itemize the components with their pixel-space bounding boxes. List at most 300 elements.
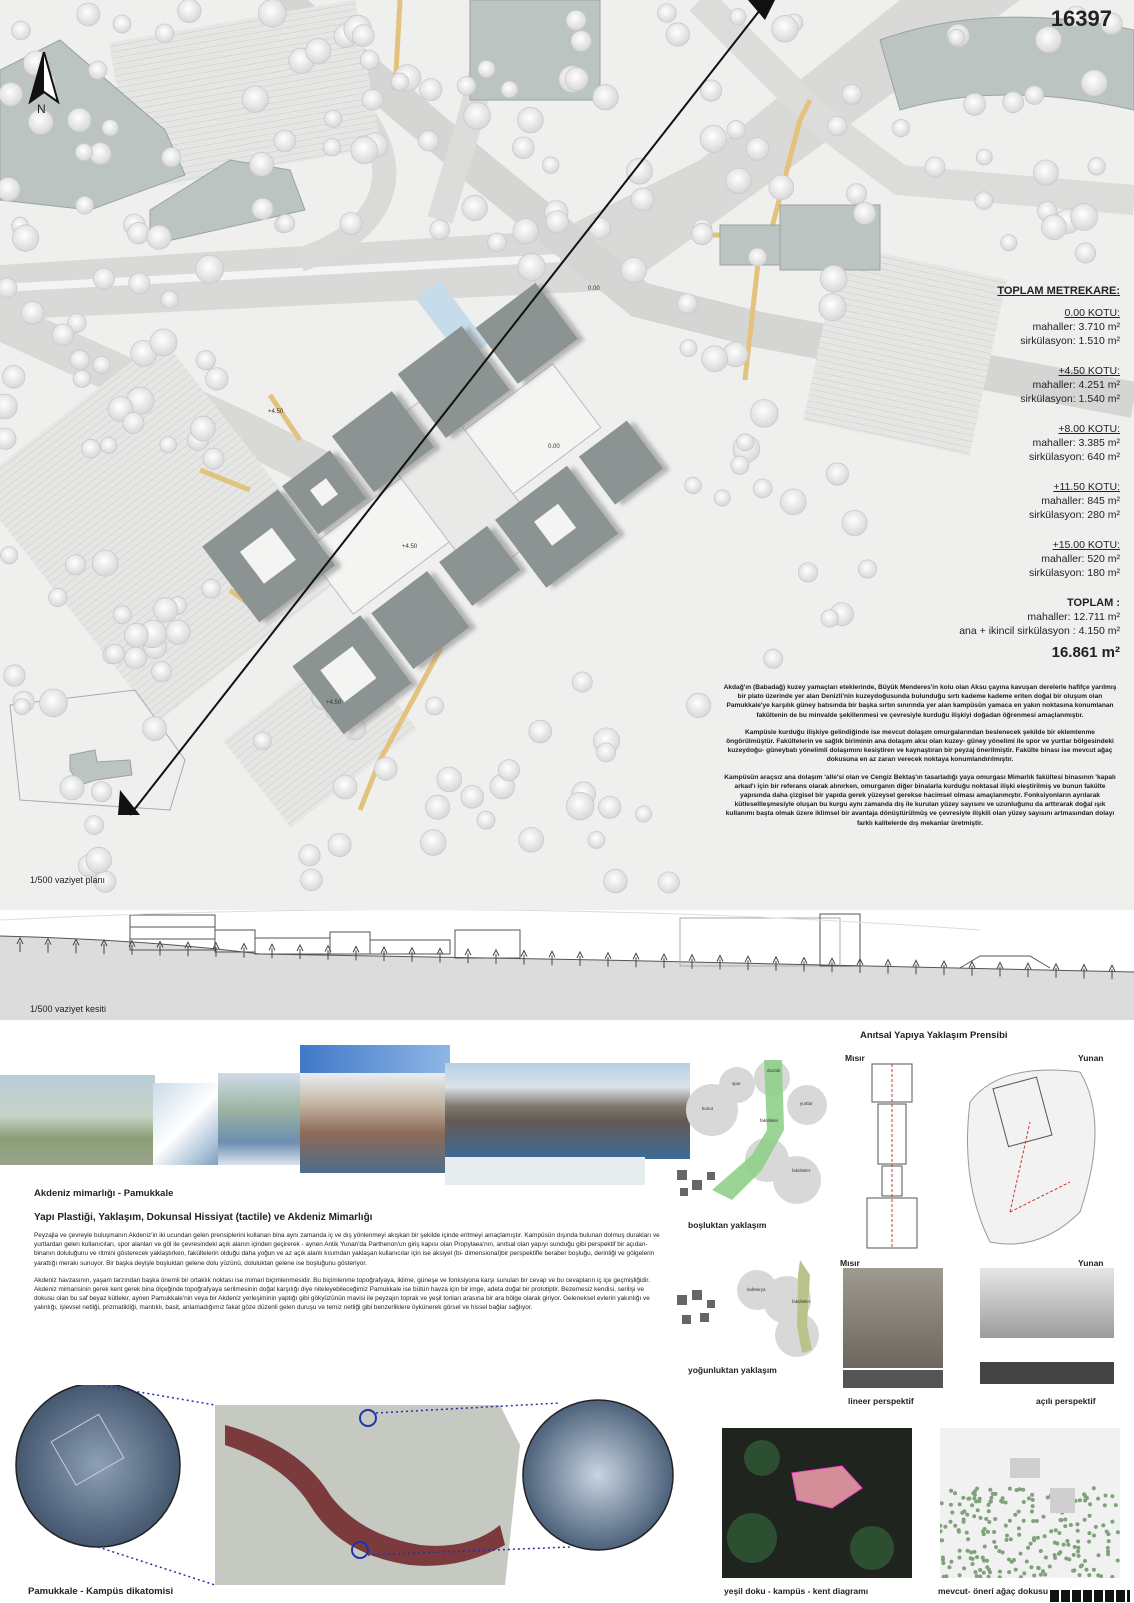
photo-coast bbox=[445, 1063, 690, 1159]
tree-dot-icon bbox=[957, 1528, 961, 1532]
tree-icon bbox=[93, 268, 114, 289]
tree-icon bbox=[2, 366, 25, 389]
tree-dot-icon bbox=[1104, 1494, 1108, 1498]
area-total-mahaller: mahaller: 12.711 m² bbox=[1027, 611, 1120, 623]
tree-icon bbox=[333, 775, 357, 799]
tree-icon bbox=[340, 213, 362, 235]
tree-icon bbox=[828, 116, 847, 135]
tree-dot-icon bbox=[992, 1540, 996, 1544]
tree-icon bbox=[360, 51, 379, 70]
tree-dot-icon bbox=[989, 1496, 993, 1500]
tree-dot-icon bbox=[1058, 1550, 1062, 1554]
tree-icon bbox=[1025, 86, 1044, 105]
tree-icon bbox=[129, 273, 150, 294]
tree-icon bbox=[892, 119, 909, 136]
tree-dot-icon bbox=[998, 1575, 1002, 1578]
tree-dot-icon bbox=[1018, 1487, 1022, 1491]
tree-icon bbox=[975, 192, 993, 210]
tree-icon bbox=[75, 144, 92, 161]
tree-dot-icon bbox=[984, 1517, 988, 1521]
tree-icon bbox=[14, 699, 30, 715]
egypt-plan bbox=[862, 1062, 942, 1252]
tree-icon bbox=[542, 157, 559, 174]
tree-icon bbox=[362, 89, 383, 110]
tree-dot-icon bbox=[1017, 1533, 1021, 1537]
tree-dot-icon bbox=[953, 1491, 957, 1495]
tree-dot-icon bbox=[1076, 1539, 1080, 1543]
essay-body bbox=[34, 1231, 660, 1313]
bubble-label: fakülteler bbox=[760, 1118, 779, 1123]
tree-dot-icon bbox=[1075, 1522, 1079, 1526]
tree-dot-icon bbox=[979, 1516, 983, 1520]
tree-icon bbox=[277, 214, 295, 232]
green-diagram-caption: yeşil doku - kampüs - kent diagramı bbox=[724, 1586, 869, 1596]
tree-icon bbox=[546, 211, 569, 234]
tree-dot-icon bbox=[1087, 1540, 1091, 1544]
approach-title: Anıtsal Yapıya Yaklaşım Prensibi bbox=[860, 1030, 1008, 1041]
essay bbox=[34, 1212, 660, 1321]
tree-dot-icon bbox=[973, 1550, 977, 1554]
tree-icon bbox=[477, 811, 495, 829]
tree-icon bbox=[202, 579, 221, 598]
tree-icon bbox=[593, 85, 618, 110]
tree-icon bbox=[685, 477, 702, 494]
tree-dot-icon bbox=[940, 1529, 943, 1533]
tree-icon bbox=[842, 84, 862, 104]
tree-dot-icon bbox=[970, 1503, 974, 1507]
tree-dot-icon bbox=[1029, 1542, 1033, 1546]
tree-icon bbox=[191, 416, 216, 441]
tree-icon bbox=[196, 351, 215, 370]
area-level-title: +8.00 KOTU: bbox=[1058, 423, 1120, 435]
tree-icon bbox=[798, 563, 817, 582]
tree-icon bbox=[86, 847, 112, 873]
tree-dot-icon bbox=[1021, 1488, 1025, 1492]
bubble-label: konut bbox=[702, 1106, 714, 1111]
tree-icon bbox=[1033, 160, 1058, 185]
tree-dot-icon bbox=[1005, 1538, 1009, 1542]
area-level bbox=[890, 306, 1120, 348]
bubble-label: yurtlar bbox=[800, 1101, 813, 1106]
tree-dot-icon bbox=[1036, 1566, 1040, 1570]
tree-dot-icon bbox=[1039, 1549, 1043, 1553]
tree-dot-icon bbox=[958, 1549, 962, 1553]
tree-icon bbox=[301, 869, 323, 891]
greek-label: Yunan bbox=[1078, 1053, 1104, 1063]
site-section bbox=[0, 910, 1134, 1020]
tree-icon bbox=[162, 148, 181, 167]
tree-icon bbox=[571, 31, 592, 52]
tree-icon bbox=[4, 665, 25, 686]
tree-icon bbox=[420, 79, 442, 101]
tree-dot-icon bbox=[975, 1574, 979, 1578]
area-table bbox=[890, 284, 1120, 660]
tree-icon bbox=[714, 490, 730, 506]
tree-dot-icon bbox=[966, 1537, 970, 1541]
tree-dot-icon bbox=[976, 1508, 980, 1512]
tree-dot-icon bbox=[1064, 1557, 1068, 1561]
tree-icon bbox=[753, 479, 772, 498]
tree-icon bbox=[464, 102, 491, 129]
area-level-title: +11.50 KOTU: bbox=[1053, 481, 1120, 493]
tree-icon bbox=[498, 760, 519, 781]
tree-dot-icon bbox=[965, 1513, 969, 1517]
tree-dot-icon bbox=[1054, 1528, 1058, 1532]
photo-santorini-cliff bbox=[300, 1073, 460, 1173]
tree-dot-icon bbox=[1083, 1499, 1087, 1503]
tree-icon bbox=[151, 662, 171, 682]
tree-icon bbox=[726, 168, 751, 193]
tree-icon bbox=[299, 845, 320, 866]
tree-dot-icon bbox=[1035, 1519, 1039, 1523]
tree-icon bbox=[677, 294, 697, 314]
level-tag: +4.50 bbox=[326, 700, 342, 706]
photo-travertine bbox=[153, 1083, 218, 1165]
void-approach-diagram bbox=[672, 1060, 832, 1215]
tree-icon bbox=[52, 324, 74, 346]
tree-dot-icon bbox=[1031, 1498, 1035, 1502]
tree-icon bbox=[113, 15, 131, 33]
tree-icon bbox=[462, 195, 487, 220]
linear-perspective-bar bbox=[843, 1370, 943, 1388]
tree-icon bbox=[324, 110, 341, 127]
tree-dot-icon bbox=[949, 1560, 953, 1564]
tree-dot-icon bbox=[978, 1575, 982, 1578]
tree-icon bbox=[91, 782, 111, 802]
tree-dot-icon bbox=[974, 1570, 978, 1574]
tree-dot-icon bbox=[1032, 1538, 1036, 1542]
tree-icon bbox=[461, 785, 484, 808]
egypt-label: Mısır bbox=[845, 1053, 865, 1063]
tree-icon bbox=[105, 644, 124, 663]
tree-icon bbox=[842, 510, 867, 535]
bubble-label: fakülteler bbox=[792, 1168, 811, 1173]
tree-icon bbox=[123, 412, 144, 433]
tree-icon bbox=[128, 222, 150, 244]
description-paragraph: Kampüsün araçsız ana dolaşım 'alle'si olan ve Cengiz Bektaş'ın tasarladığı yaya omurgası Mimarlık fakültesi binasının 'kapalı arkad'ı için bir referans olarak alınırken, omurganın diğer binalarla kurduğu noktasal ilişki eleştirilmiş ve bunun fakülte yapısında daha çizgisel bir yapıda gerek yüzeysel gerekse hacimsel olması amaçlanmıştır. Fonksiyonların ayrılarak kütlesellleşmesiyle oluşan bu kurgu aynı zamanda dış ile kurulan yüzey sayısını ve uzunluğunu da arttırarak doğal ışık kullanımı başta olmak üzere iklimsel bir avantaja dönüştürülmüş ve çevresiyle ilişkili olan yüzey sayısını artmasından dolayı farklı kalitelerde dış mekanlar üretmiştir. bbox=[724, 773, 1116, 827]
tree-dot-icon bbox=[1059, 1518, 1063, 1522]
tree-dot-icon bbox=[947, 1565, 951, 1569]
tree-icon bbox=[124, 623, 148, 647]
tree-dot-icon bbox=[1087, 1573, 1091, 1577]
tree-dot-icon bbox=[1116, 1530, 1120, 1534]
tree-dot-icon bbox=[1083, 1518, 1087, 1522]
tree-dot-icon bbox=[949, 1489, 953, 1493]
section-drawing bbox=[0, 910, 1134, 1020]
tree-dot-icon bbox=[1019, 1575, 1023, 1578]
tree-icon bbox=[512, 137, 534, 159]
tree-dot-icon bbox=[960, 1511, 964, 1515]
photo-santorini-sky bbox=[300, 1045, 450, 1075]
bubble-label: kafeterya bbox=[747, 1287, 766, 1292]
tree-icon bbox=[113, 606, 131, 624]
tree-dot-icon bbox=[1073, 1545, 1077, 1549]
bubble-label: spor bbox=[732, 1081, 741, 1086]
tree-dot-icon bbox=[1031, 1519, 1035, 1523]
tree-dot-icon bbox=[1022, 1500, 1026, 1504]
tree-dot-icon bbox=[1078, 1573, 1082, 1577]
tree-icon bbox=[1003, 92, 1024, 113]
tree-dot-icon bbox=[983, 1527, 987, 1531]
tree-icon bbox=[513, 219, 538, 244]
tree-icon bbox=[40, 689, 68, 717]
tree-icon bbox=[1071, 204, 1098, 231]
tree-icon bbox=[85, 816, 104, 835]
tree-icon bbox=[751, 400, 779, 428]
tree-dot-icon bbox=[994, 1492, 998, 1496]
tree-icon bbox=[70, 350, 89, 369]
tree-icon bbox=[328, 833, 351, 856]
tree-dot-icon bbox=[940, 1501, 944, 1505]
tree-dot-icon bbox=[1083, 1559, 1087, 1563]
tree-icon bbox=[565, 67, 588, 90]
tree-dot-icon bbox=[1116, 1559, 1120, 1563]
area-mahaller: mahaller: 4.251 m² bbox=[1032, 379, 1120, 391]
tree-dot-icon bbox=[1008, 1519, 1012, 1523]
tree-diagram-drawing bbox=[940, 1428, 1120, 1578]
tree-dot-icon bbox=[988, 1488, 992, 1492]
tree-dot-icon bbox=[958, 1573, 962, 1577]
angled-perspective-label: açılı perspektif bbox=[1036, 1396, 1096, 1406]
tree-icon bbox=[274, 130, 296, 152]
tree-icon bbox=[0, 178, 20, 201]
tree-icon bbox=[700, 125, 727, 152]
tree-dot-icon bbox=[1031, 1504, 1035, 1508]
tree-dot-icon bbox=[1065, 1539, 1069, 1543]
area-level bbox=[890, 480, 1120, 522]
tree-icon bbox=[727, 120, 746, 139]
tree-icon bbox=[418, 131, 438, 151]
tree-diagram bbox=[940, 1428, 1120, 1578]
tree-dot-icon bbox=[1076, 1529, 1080, 1533]
tree-dot-icon bbox=[958, 1502, 962, 1506]
tree-dot-icon bbox=[958, 1556, 962, 1560]
tree-dot-icon bbox=[998, 1570, 1002, 1574]
tree-icon bbox=[478, 61, 495, 78]
tree-icon bbox=[124, 647, 146, 669]
area-sirkulasyon: sirkülasyon: 1.510 m² bbox=[1020, 335, 1120, 347]
tree-dot-icon bbox=[1076, 1550, 1080, 1554]
scale-bar-icon bbox=[1050, 1590, 1130, 1602]
tree-icon bbox=[529, 720, 552, 743]
tree-icon bbox=[1042, 215, 1067, 240]
tree-icon bbox=[76, 196, 94, 214]
tree-dot-icon bbox=[969, 1550, 973, 1554]
tree-icon bbox=[964, 93, 986, 115]
tree-icon bbox=[457, 77, 476, 96]
temple-photo bbox=[843, 1268, 943, 1368]
tree-dot-icon bbox=[1005, 1534, 1009, 1538]
tree-dot-icon bbox=[1092, 1534, 1096, 1538]
tree-icon bbox=[627, 158, 653, 184]
tree-dot-icon bbox=[1019, 1552, 1023, 1556]
tree-dot-icon bbox=[1036, 1536, 1040, 1540]
tree-dot-icon bbox=[1043, 1534, 1047, 1538]
density-approach-drawing bbox=[672, 1255, 832, 1365]
tree-dot-icon bbox=[1030, 1493, 1034, 1497]
tree-dot-icon bbox=[1010, 1560, 1014, 1564]
tree-dot-icon bbox=[986, 1530, 990, 1534]
tree-dot-icon bbox=[949, 1520, 953, 1524]
tree-icon bbox=[621, 257, 647, 283]
tree-icon bbox=[93, 356, 110, 373]
tree-icon bbox=[826, 463, 848, 485]
parthenon-photo bbox=[980, 1268, 1114, 1338]
tree-icon bbox=[147, 225, 171, 249]
tree-dot-icon bbox=[1078, 1498, 1082, 1502]
tree-dot-icon bbox=[987, 1575, 991, 1578]
egypt-plan-drawing bbox=[862, 1062, 942, 1252]
tree-icon bbox=[12, 225, 38, 251]
tree-icon bbox=[203, 448, 224, 469]
tree-icon bbox=[161, 291, 178, 308]
tree-icon bbox=[153, 598, 177, 622]
tree-dot-icon bbox=[1014, 1568, 1018, 1572]
tree-dot-icon bbox=[1087, 1531, 1091, 1535]
tree-dot-icon bbox=[949, 1503, 953, 1507]
tree-icon bbox=[658, 4, 677, 23]
tree-dot-icon bbox=[1004, 1524, 1008, 1528]
area-sirkulasyon: sirkülasyon: 1.540 m² bbox=[1020, 393, 1120, 405]
tree-dot-icon bbox=[1069, 1523, 1073, 1527]
area-level-title: +15.00 KOTU: bbox=[1052, 539, 1120, 551]
tree-icon bbox=[250, 152, 274, 176]
area-level-title: 0.00 KOTU: bbox=[1064, 307, 1120, 319]
area-grand-total: 16.861 m² bbox=[1051, 644, 1120, 661]
tree-icon bbox=[391, 73, 409, 91]
tree-dot-icon bbox=[1106, 1546, 1110, 1550]
photo-collage bbox=[0, 1045, 690, 1185]
tree-icon bbox=[764, 649, 783, 668]
tree-icon bbox=[155, 24, 174, 43]
tree-dot-icon bbox=[1042, 1515, 1046, 1519]
area-mahaller: mahaller: 3.710 m² bbox=[1032, 321, 1120, 333]
tree-dot-icon bbox=[1066, 1543, 1070, 1547]
tree-dot-icon bbox=[983, 1545, 987, 1549]
tree-dot-icon bbox=[1048, 1565, 1052, 1569]
tree-icon bbox=[73, 370, 90, 387]
tree-icon bbox=[702, 346, 728, 372]
greek-plan bbox=[960, 1062, 1110, 1252]
tree-dot-icon bbox=[1063, 1518, 1067, 1522]
area-level bbox=[890, 538, 1120, 580]
egypt-label-text: Mısır bbox=[840, 1258, 860, 1268]
tree-dot-icon bbox=[1049, 1529, 1053, 1533]
tree-icon bbox=[102, 120, 118, 136]
tree-dot-icon bbox=[1088, 1514, 1092, 1518]
tree-icon bbox=[780, 489, 806, 515]
tree-dot-icon bbox=[1096, 1573, 1100, 1577]
tree-icon bbox=[420, 830, 446, 856]
tree-dot-icon bbox=[1009, 1537, 1013, 1541]
tree-dot-icon bbox=[993, 1517, 997, 1521]
tree-dot-icon bbox=[1106, 1532, 1110, 1536]
tree-diagram-caption: mevcut- öneri ağaç dokusu bbox=[938, 1586, 1049, 1596]
photo-pamukkale-town bbox=[0, 1075, 155, 1165]
level-tag: +4.50 bbox=[268, 409, 284, 415]
photo-terraces bbox=[218, 1073, 308, 1165]
tree-icon bbox=[426, 795, 450, 819]
area-total-title: TOPLAM : bbox=[1067, 597, 1120, 609]
tree-icon bbox=[858, 560, 876, 578]
tree-icon bbox=[519, 827, 544, 852]
tree-dot-icon bbox=[1008, 1487, 1012, 1491]
tree-icon bbox=[21, 301, 44, 324]
tree-dot-icon bbox=[1110, 1520, 1114, 1524]
tree-dot-icon bbox=[940, 1524, 942, 1528]
tree-dot-icon bbox=[1083, 1494, 1087, 1498]
tree-icon bbox=[206, 368, 229, 391]
description-paragraph: Kampüsle kurduğu ilişkiye gelindiğinde ise mevcut dolaşım omurgalarından beslenecek şekilde bir eklemlenme öngörülmüştür. Fakültelerin ve sağlık biriminin ana dolaşım aksı olan kuzey- güney yönelimi ile spor ve yurtlar bölgesindeki kuzeydoğu- güneybatı yönelimli dolaşımını kesiştiren ve kaynaştıran bir peyzaj önerilmiştir. Fakülte binası ise mevcut ağaç dokusuna en az zararı verecek noktaya konumlandırılmıştır. bbox=[726, 728, 1114, 764]
tree-dot-icon bbox=[1053, 1553, 1057, 1557]
photo-caption: Akdeniz mimarlığı - Pamukkale bbox=[34, 1188, 174, 1199]
tree-dot-icon bbox=[973, 1493, 977, 1497]
tree-dot-icon bbox=[1063, 1524, 1067, 1528]
tree-icon bbox=[143, 717, 167, 741]
tree-dot-icon bbox=[1000, 1500, 1004, 1504]
tree-icon bbox=[196, 255, 224, 283]
tree-icon bbox=[518, 107, 544, 133]
tree-dot-icon bbox=[1032, 1574, 1036, 1578]
tree-icon bbox=[77, 3, 100, 26]
tree-dot-icon bbox=[1001, 1550, 1005, 1554]
tree-dot-icon bbox=[1106, 1550, 1110, 1554]
tree-dot-icon bbox=[1007, 1570, 1011, 1574]
area-level bbox=[890, 422, 1120, 464]
dichotomy-caption: Pamukkale - Kampüs dikatomisi bbox=[28, 1586, 174, 1597]
tree-icon bbox=[0, 278, 17, 298]
tree-icon bbox=[258, 0, 286, 27]
area-level-title: +4.50 KOTU: bbox=[1058, 365, 1120, 377]
tree-icon bbox=[680, 340, 697, 357]
tree-dot-icon bbox=[1107, 1539, 1111, 1543]
tree-dot-icon bbox=[1022, 1571, 1026, 1575]
tree-dot-icon bbox=[982, 1571, 986, 1575]
tree-icon bbox=[60, 776, 84, 800]
tree-dot-icon bbox=[950, 1511, 954, 1515]
tree-icon bbox=[0, 83, 23, 107]
bubble-label: dozaltı bbox=[767, 1068, 781, 1073]
tree-icon bbox=[430, 220, 450, 240]
area-level bbox=[890, 364, 1120, 406]
tree-dot-icon bbox=[1030, 1510, 1034, 1514]
tree-dot-icon bbox=[1057, 1531, 1061, 1535]
essay-title: Yapı Plastiği, Yaklaşım, Dokunsal Hissiyat (tactile) ve Akdeniz Mimarlığı bbox=[34, 1212, 373, 1223]
tree-dot-icon bbox=[1085, 1568, 1089, 1572]
tree-icon bbox=[597, 743, 616, 762]
tree-dot-icon bbox=[967, 1497, 971, 1501]
tree-icon bbox=[1075, 243, 1095, 263]
tree-icon bbox=[746, 138, 769, 161]
tree-icon bbox=[589, 217, 611, 239]
tree-dot-icon bbox=[953, 1524, 957, 1528]
tree-icon bbox=[599, 796, 621, 818]
level-tag: 0.00 bbox=[588, 286, 600, 292]
tree-dot-icon bbox=[941, 1561, 945, 1565]
tree-icon bbox=[737, 434, 754, 451]
dichotomy-drawing bbox=[0, 1385, 700, 1590]
tree-icon bbox=[323, 139, 341, 157]
tree-dot-icon bbox=[1004, 1501, 1008, 1505]
tree-icon bbox=[631, 188, 654, 211]
tree-dot-icon bbox=[1072, 1568, 1076, 1572]
tree-icon bbox=[749, 248, 767, 266]
tree-dot-icon bbox=[972, 1514, 976, 1518]
tree-dot-icon bbox=[987, 1503, 991, 1507]
tree-dot-icon bbox=[1101, 1523, 1105, 1527]
tree-dot-icon bbox=[1043, 1573, 1047, 1577]
tree-icon bbox=[92, 550, 118, 576]
